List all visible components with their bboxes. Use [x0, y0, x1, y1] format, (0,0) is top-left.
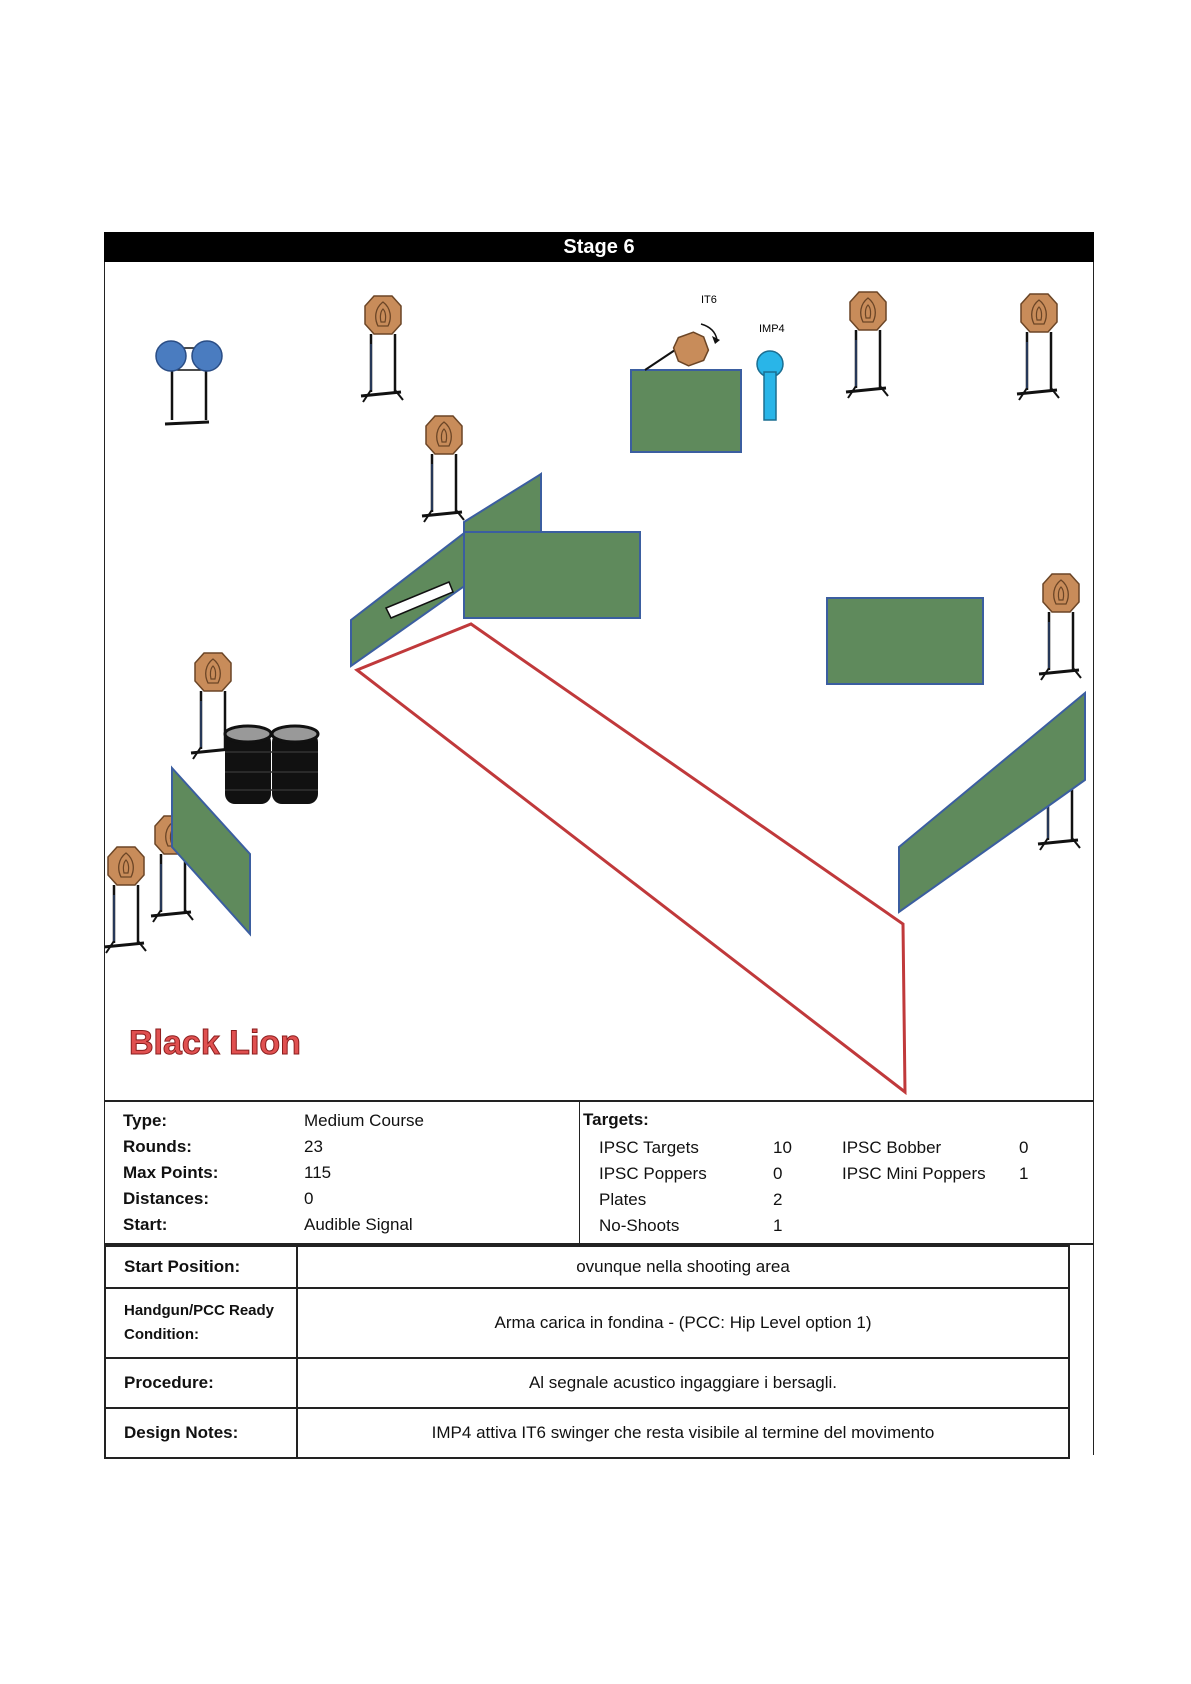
start-position-value: ovunque nella shooting area [297, 1246, 1069, 1288]
summary-left [105, 1102, 580, 1243]
stage-title: Stage 6 [104, 232, 1094, 262]
row-ready-condition [105, 1288, 1069, 1358]
ipsc-target-4 [1017, 294, 1059, 400]
ipsc-target-2 [422, 416, 464, 522]
stage-diagram [104, 262, 1094, 1100]
summary-value: 115 [304, 1163, 332, 1182]
design-notes-label: Design Notes: [105, 1408, 297, 1458]
watermark-black-lion: Black Lion [129, 1024, 301, 1062]
target-count: 1 [773, 1216, 783, 1235]
ipsc-target-5 [1039, 574, 1081, 680]
stage-details-table [104, 1245, 1070, 1459]
summary-value: 0 [304, 1189, 314, 1208]
procedure-label: Procedure: [105, 1358, 297, 1408]
design-notes-value: IMP4 attiva IT6 swinger che resta visibile al termine del movimento [297, 1408, 1069, 1458]
target-name: IPSC Targets [599, 1138, 699, 1157]
row-procedure [105, 1358, 1069, 1408]
summary-value: Audible Signal [304, 1215, 413, 1234]
target-name: IPSC Poppers [599, 1164, 707, 1183]
summary-key: Type: [123, 1111, 168, 1130]
plate-rack [156, 341, 222, 424]
row-design-notes [105, 1408, 1069, 1458]
target-count: 10 [773, 1138, 792, 1157]
mini-popper-imp4 [757, 351, 783, 420]
ipsc-target-9 [105, 847, 146, 953]
target-name: IPSC Bobber [842, 1138, 942, 1157]
target-count: 2 [773, 1190, 783, 1209]
label-imp4: IMP4 [759, 323, 785, 335]
summary-value: Medium Course [304, 1111, 424, 1130]
target-count: 1 [1019, 1164, 1029, 1183]
ipsc-target-3 [846, 292, 888, 398]
tire-stacks [225, 726, 318, 804]
summary-key: Start: [123, 1215, 168, 1234]
summary-key: Max Points: [123, 1163, 219, 1182]
ipsc-target-1 [361, 296, 403, 402]
label-it6: IT6 [701, 294, 717, 306]
summary-value: 23 [304, 1137, 323, 1156]
shooting-area-fault-line [357, 624, 905, 1092]
target-name: Plates [599, 1190, 647, 1209]
targets-heading: Targets: [583, 1110, 649, 1129]
swinger-target-it6 [645, 324, 720, 370]
summary-key: Distances: [123, 1189, 209, 1208]
stage-sheet [104, 232, 1094, 1459]
summary-key: Rounds: [123, 1137, 192, 1156]
low-wall-center [631, 370, 741, 452]
ready-condition-value: Arma carica in fondina - (PCC: Hip Level option 1) [297, 1288, 1069, 1358]
start-position-label: Start Position: [105, 1246, 297, 1288]
wall-left-front [464, 532, 640, 618]
ready-condition-label-line2: Condition: [124, 1326, 199, 1343]
stage-drawing [105, 262, 1095, 1100]
procedure-value: Al segnale acustico ingaggiare i bersagli. [297, 1358, 1069, 1408]
stage-summary [104, 1100, 1094, 1245]
row-start-position [105, 1246, 1069, 1288]
wall-right-angled [899, 693, 1085, 912]
target-name: No-Shoots [599, 1216, 680, 1235]
table-right-border [1093, 1243, 1094, 1455]
ready-condition-label [105, 1288, 297, 1358]
ready-condition-label-line1: Handgun/PCC Ready [124, 1302, 275, 1319]
target-count: 0 [773, 1164, 783, 1183]
wall-right-low [827, 598, 983, 684]
target-name: IPSC Mini Poppers [842, 1164, 986, 1183]
target-count: 0 [1019, 1138, 1029, 1157]
